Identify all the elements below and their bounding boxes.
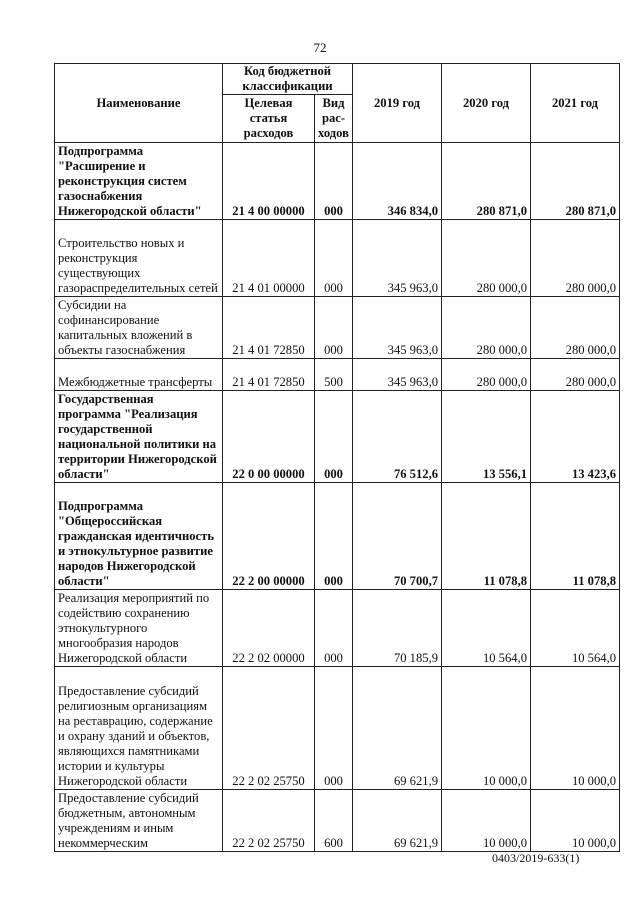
row-expense-type: 000 [315, 143, 353, 220]
row-name: Подпрограмма "Расширение и реконструкция систем газоснабжения Нижегородской области" [55, 143, 223, 220]
table-row [55, 220, 620, 297]
row-expense-type: 000 [315, 590, 353, 667]
row-2019: 70 700,7 [353, 483, 442, 590]
row-expense-type: 500 [315, 359, 353, 391]
row-target-article: 21 4 01 72850 [223, 359, 315, 391]
row-expense-type: 000 [315, 483, 353, 590]
row-target-article: 22 2 00 00000 [223, 483, 315, 590]
row-2020: 280 000,0 [442, 220, 531, 297]
row-2021: 280 000,0 [531, 359, 620, 391]
row-2019: 346 834,0 [353, 143, 442, 220]
row-2020: 10 000,0 [442, 790, 531, 852]
header-target-article: Целевая статья расходов [223, 95, 315, 143]
row-2019: 345 963,0 [353, 297, 442, 359]
row-2021: 280 000,0 [531, 220, 620, 297]
row-2020: 10 000,0 [442, 667, 531, 790]
row-2021: 11 078,8 [531, 483, 620, 590]
row-name: Предоставление субсидий религиозным организациям на реставрацию, содержание и охрану зданий и объектов, являющихся памятниками истории и культуры Нижегородской области [55, 667, 223, 790]
row-2020: 280 000,0 [442, 297, 531, 359]
row-target-article: 22 0 00 00000 [223, 391, 315, 483]
row-name: Субсидии на софинансирование капитальных вложений в объекты газоснабжения [55, 297, 223, 359]
budget-table [54, 63, 620, 852]
table-row [55, 143, 620, 220]
header-expense-type: Вид рас-ходов [315, 95, 353, 143]
row-2019: 69 621,9 [353, 667, 442, 790]
row-2019: 69 621,9 [353, 790, 442, 852]
row-2021: 13 423,6 [531, 391, 620, 483]
row-target-article: 22 2 02 25750 [223, 790, 315, 852]
row-2020: 280 871,0 [442, 143, 531, 220]
header-2021: 2021 год [531, 64, 620, 143]
table-row [55, 297, 620, 359]
table-row [55, 790, 620, 852]
row-2020: 11 078,8 [442, 483, 531, 590]
row-2019: 345 963,0 [353, 359, 442, 391]
row-name: Реализация мероприятий по содействию сохранению этнокультурного многообразия народов Нижегородской области [55, 590, 223, 667]
row-target-article: 21 4 00 00000 [223, 143, 315, 220]
header-2020: 2020 год [442, 64, 531, 143]
row-name: Строительство новых и реконструкция существующих газораспределительных сетей [55, 220, 223, 297]
table-row [55, 483, 620, 590]
row-target-article: 22 2 02 00000 [223, 590, 315, 667]
row-name: Межбюджетные трансферты [55, 359, 223, 391]
header-code-group: Код бюджетной классификации [223, 64, 353, 95]
row-expense-type: 000 [315, 297, 353, 359]
row-target-article: 21 4 01 72850 [223, 297, 315, 359]
row-2021: 10 564,0 [531, 590, 620, 667]
header-2019: 2019 год [353, 64, 442, 143]
row-2021: 10 000,0 [531, 667, 620, 790]
row-2019: 345 963,0 [353, 220, 442, 297]
row-2021: 280 871,0 [531, 143, 620, 220]
row-target-article: 22 2 02 25750 [223, 667, 315, 790]
row-expense-type: 600 [315, 790, 353, 852]
row-expense-type: 000 [315, 220, 353, 297]
row-target-article: 21 4 01 00000 [223, 220, 315, 297]
table-row [55, 359, 620, 391]
row-2019: 70 185,9 [353, 590, 442, 667]
row-2019: 76 512,6 [353, 391, 442, 483]
row-2020: 10 564,0 [442, 590, 531, 667]
header-name: Наименование [55, 64, 223, 143]
row-expense-type: 000 [315, 391, 353, 483]
row-expense-type: 000 [315, 667, 353, 790]
row-2020: 13 556,1 [442, 391, 531, 483]
row-name: Подпрограмма "Общероссийская гражданская идентичность и этнокультурное развитие народов Нижегородской области" [55, 483, 223, 590]
table-row [55, 391, 620, 483]
row-2021: 280 000,0 [531, 297, 620, 359]
row-name: Государственная программа "Реализация государственной национальной политики на территории Нижегородской области" [55, 391, 223, 483]
row-2021: 10 000,0 [531, 790, 620, 852]
page-number: 72 [313, 40, 327, 55]
row-name: Предоставление субсидий бюджетным, автономным учреждениям и иным некоммерческим [55, 790, 223, 852]
table-row [55, 590, 620, 667]
table-row [55, 667, 620, 790]
document-code: 0403/2019-633(1) [492, 851, 580, 865]
row-2020: 280 000,0 [442, 359, 531, 391]
